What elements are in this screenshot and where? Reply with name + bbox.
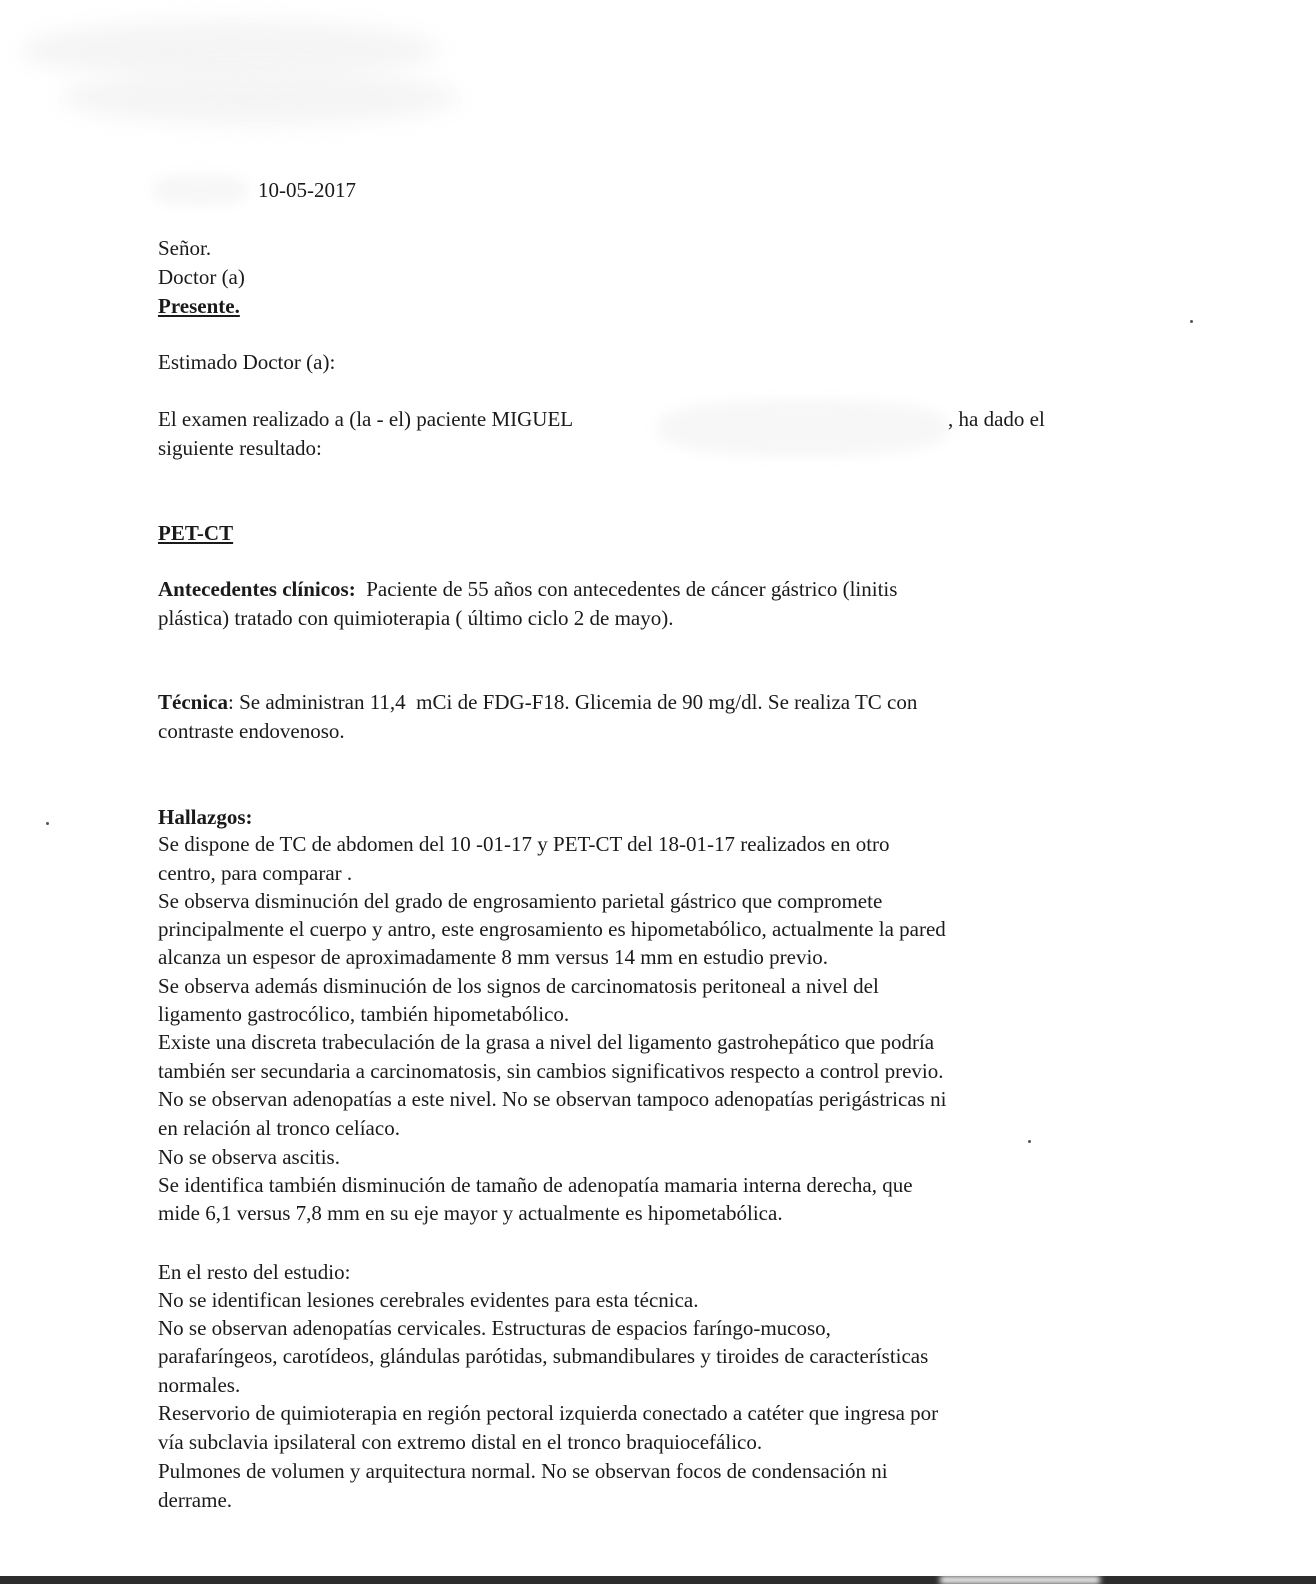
scan-speck — [46, 822, 49, 825]
presente-heading: Presente. — [158, 294, 240, 318]
redacted-patient-surname — [658, 400, 948, 456]
hallazgos-line: Se dispone de TC de abdomen del 10 -01-17 y PET-CT del 18-01-17 realizados en otro — [158, 832, 890, 856]
hallazgos-line: mide 6,1 versus 7,8 mm en su eje mayor y actualmente es hipometabólica. — [158, 1201, 783, 1225]
resto-line: No se observan adenopatías cervicales. Estructuras de espacios faríngo-mucoso, — [158, 1316, 831, 1340]
antecedentes-text: Paciente de 55 años con antecedentes de cáncer gástrico (linitis — [355, 577, 898, 601]
letter-date: 10-05-2017 — [258, 178, 356, 202]
resto-line: No se identifican lesiones cerebrales evidentes para esta técnica. — [158, 1288, 699, 1312]
resto-line: parafaríngeos, carotídeos, glándulas parótidas, submandibulares y tiroides de características — [158, 1344, 929, 1368]
hallazgos-line: No se observa ascitis. — [158, 1145, 340, 1169]
erased-letterhead-shadow — [60, 70, 460, 125]
tecnica-paragraph — [158, 688, 917, 717]
resto-line: Reservorio de quimioterapia en región pectoral izquierda conectado a catéter que ingresa por — [158, 1401, 939, 1425]
hallazgos-line: Se identifica también disminución de tamaño de adenopatía mamaria interna derecha, que — [158, 1173, 913, 1197]
hallazgos-line: centro, para comparar . — [158, 861, 353, 885]
hallazgos-line: No se observan adenopatías a este nivel. No se observan tampoco adenopatías perigástricas ni — [158, 1087, 947, 1111]
greeting: Estimado Doctor (a): — [158, 350, 336, 374]
antecedentes-text: plástica) tratado con quimioterapia ( último ciclo 2 de mayo). — [158, 606, 674, 630]
salutation-line: Doctor (a) — [158, 265, 245, 289]
salutation-line: Señor. — [158, 236, 212, 260]
intro-text-end: , ha dado el — [948, 407, 1045, 431]
hallazgos-line: principalmente el cuerpo y antro, este engrosamiento es hipometabólico, actualmente la pared — [158, 917, 946, 941]
hallazgos-line: en relación al tronco celíaco. — [158, 1116, 400, 1140]
resto-line: Pulmones de volumen y arquitectura normal. No se observan focos de condensación ni — [158, 1459, 888, 1483]
hallazgos-line: Se observa disminución del grado de engrosamiento parietal gástrico que compromete — [158, 889, 883, 913]
redacted-city — [152, 174, 248, 206]
scan-speck — [1190, 320, 1193, 323]
exam-title: PET-CT — [158, 521, 234, 545]
intro-text: El examen realizado a (la - el) paciente MIGUEL — [158, 407, 574, 431]
scan-speck — [1028, 1140, 1031, 1143]
scan-bottom-edge — [0, 1576, 1316, 1584]
hallazgos-label: Hallazgos: — [158, 805, 253, 829]
tecnica-text: contraste endovenoso. — [158, 719, 345, 743]
resto-line: vía subclavia ipsilateral con extremo distal en el tronco braquiocefálico. — [158, 1430, 763, 1454]
antecedentes-label: Antecedentes clínicos: — [158, 577, 356, 601]
hallazgos-line: Existe una discreta trabeculación de la grasa a nivel del ligamento gastrohepático que podría — [158, 1030, 935, 1054]
resto-line: derrame. — [158, 1488, 233, 1512]
intro-text-line2: siguiente resultado: — [158, 436, 322, 460]
tecnica-label: Técnica — [158, 690, 228, 714]
hallazgos-line: también ser secundaria a carcinomatosis, sin cambios significativos respecto a control previo. — [158, 1059, 944, 1083]
hallazgos-line: Se observa además disminución de los signos de carcinomatosis peritoneal a nivel del — [158, 974, 879, 998]
resto-line: normales. — [158, 1373, 241, 1397]
tecnica-text: : Se administran 11,4 mCi de FDG-F18. Glicemia de 90 mg/dl. Se realiza TC con — [227, 690, 918, 714]
hallazgos-line: alcanza un espesor de aproximadamente 8 mm versus 14 mm en estudio previo. — [158, 945, 829, 969]
hallazgos-line: ligamento gastrocólico, también hipometabólico. — [158, 1002, 570, 1026]
resto-line: En el resto del estudio: — [158, 1260, 351, 1284]
antecedentes-paragraph — [158, 575, 897, 604]
